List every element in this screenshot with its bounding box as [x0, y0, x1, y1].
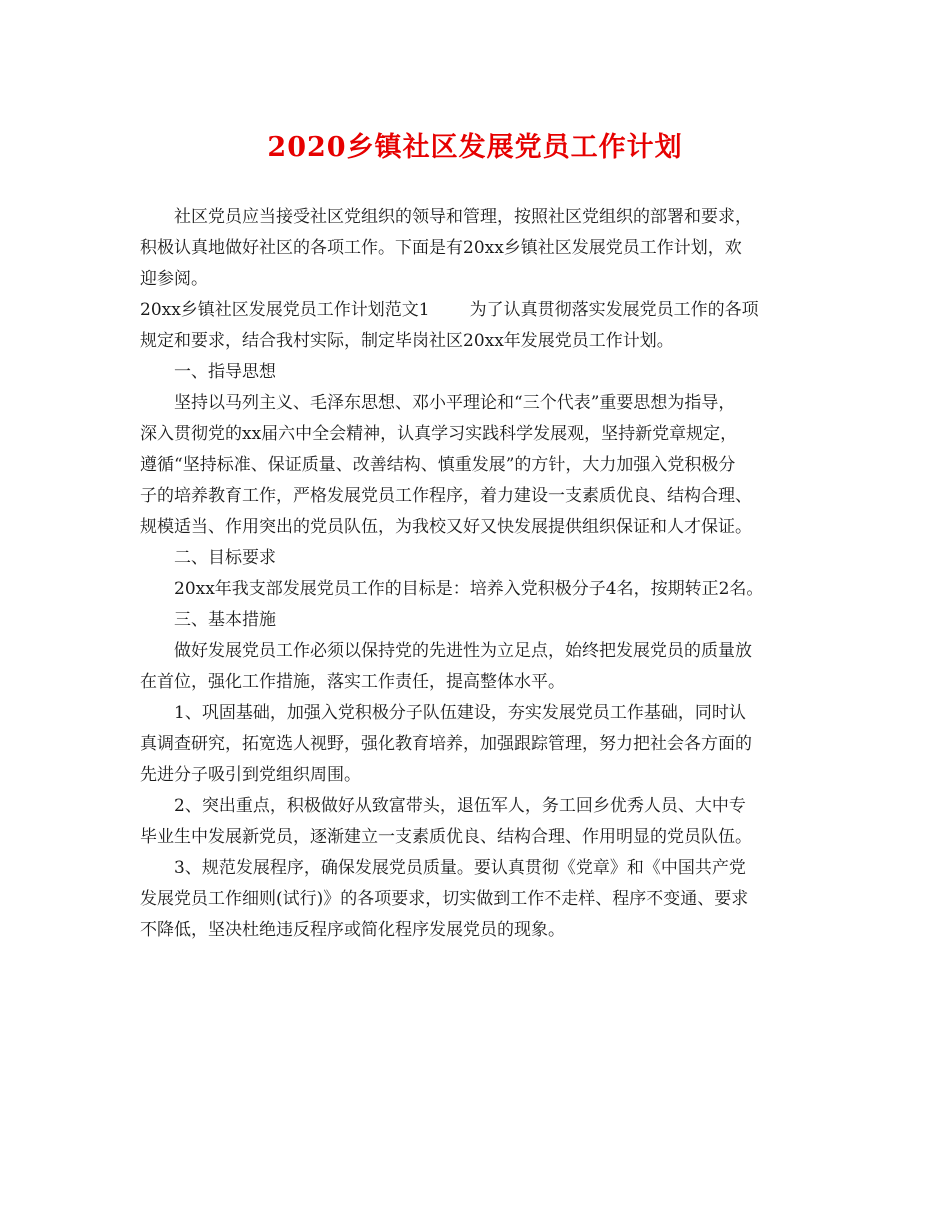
section-heading: 三、基本措施 — [174, 610, 276, 630]
paragraph-line: 2、突出重点，积极做好从致富带头，退伍军人，务工回乡优秀人员、大中专 — [174, 796, 746, 816]
paragraph-line: 社区党员应当接受社区党组织的领导和管理，按照社区党组织的部署和要求， — [174, 207, 752, 227]
paragraph-line: 在首位，强化工作措施，落实工作责任，提高整体水平。 — [140, 672, 565, 692]
paragraph-line: 发展党员工作细则(试行)》的各项要求，切实做到工作不走样、程序不变通、要求 — [140, 889, 749, 909]
paragraph-line: 规定和要求，结合我村实际，制定毕岗社区20xx年发展党员工作计划。 — [140, 331, 674, 351]
paragraph-line: 1、巩固基础，加强入党积极分子队伍建设，夯实发展党员工作基础，同时认 — [174, 703, 746, 723]
paragraph-line-combined — [140, 295, 840, 326]
paragraph-line: 坚持以马列主义、毛泽东思想、邓小平理论和“三个代表”重要思想为指导， — [174, 393, 736, 413]
paragraph-line: 规模适当、作用突出的党员队伍，为我校又好又快发展提供组织保证和人才保证。 — [140, 517, 752, 537]
paragraph-line: 子的培养教育工作，严格发展党员工作程序，着力建设一支素质优良、结构合理、 — [140, 486, 752, 506]
paragraph-line: 深入贯彻党的xx届六中全会精神，认真学习实践科学发展观，坚持新党章规定， — [140, 424, 738, 444]
paragraph-line: 不降低，坚决杜绝违反程序或简化程序发展党员的现象。 — [140, 920, 565, 940]
paragraph-line: 遵循“坚持标准、保证质量、改善结构、慎重发展”的方针，大力加强入党积极分 — [140, 455, 736, 475]
paragraph-line: 3、规范发展程序，确保发展党员质量。要认真贯彻《党章》和《中国共产党 — [174, 858, 746, 878]
document-title: 2020乡镇社区发展党员工作计划 — [267, 132, 683, 163]
document-body — [140, 202, 840, 946]
section-heading: 一、指导思想 — [174, 362, 276, 382]
sample-heading: 20xx乡镇社区发展党员工作计划范文1 — [140, 300, 430, 320]
paragraph-line: 先进分子吸引到党组织周围。 — [140, 765, 361, 785]
paragraph-line: 20xx年我支部发展党员工作的目标是：培养入党积极分子4名，按期转正2名。 — [174, 579, 764, 599]
paragraph-line: 积极认真地做好社区的各项工作。下面是有20xx乡镇社区发展党员工作计划，欢 — [140, 238, 742, 258]
paragraph-line: 迎参阅。 — [140, 269, 208, 289]
paragraph-line: 毕业生中发展新党员，逐渐建立一支素质优良、结构合理、作用明显的党员队伍。 — [140, 827, 752, 847]
paragraph-text: 为了认真贯彻落实发展党员工作的各项 — [469, 300, 759, 320]
section-heading: 二、目标要求 — [174, 548, 276, 568]
paragraph-line: 做好发展党员工作必须以保持党的先进性为立足点，始终把发展党员的质量放 — [174, 641, 752, 661]
paragraph-line: 真调查研究，拓宽选人视野，强化教育培养，加强跟踪管理，努力把社会各方面的 — [140, 734, 752, 754]
